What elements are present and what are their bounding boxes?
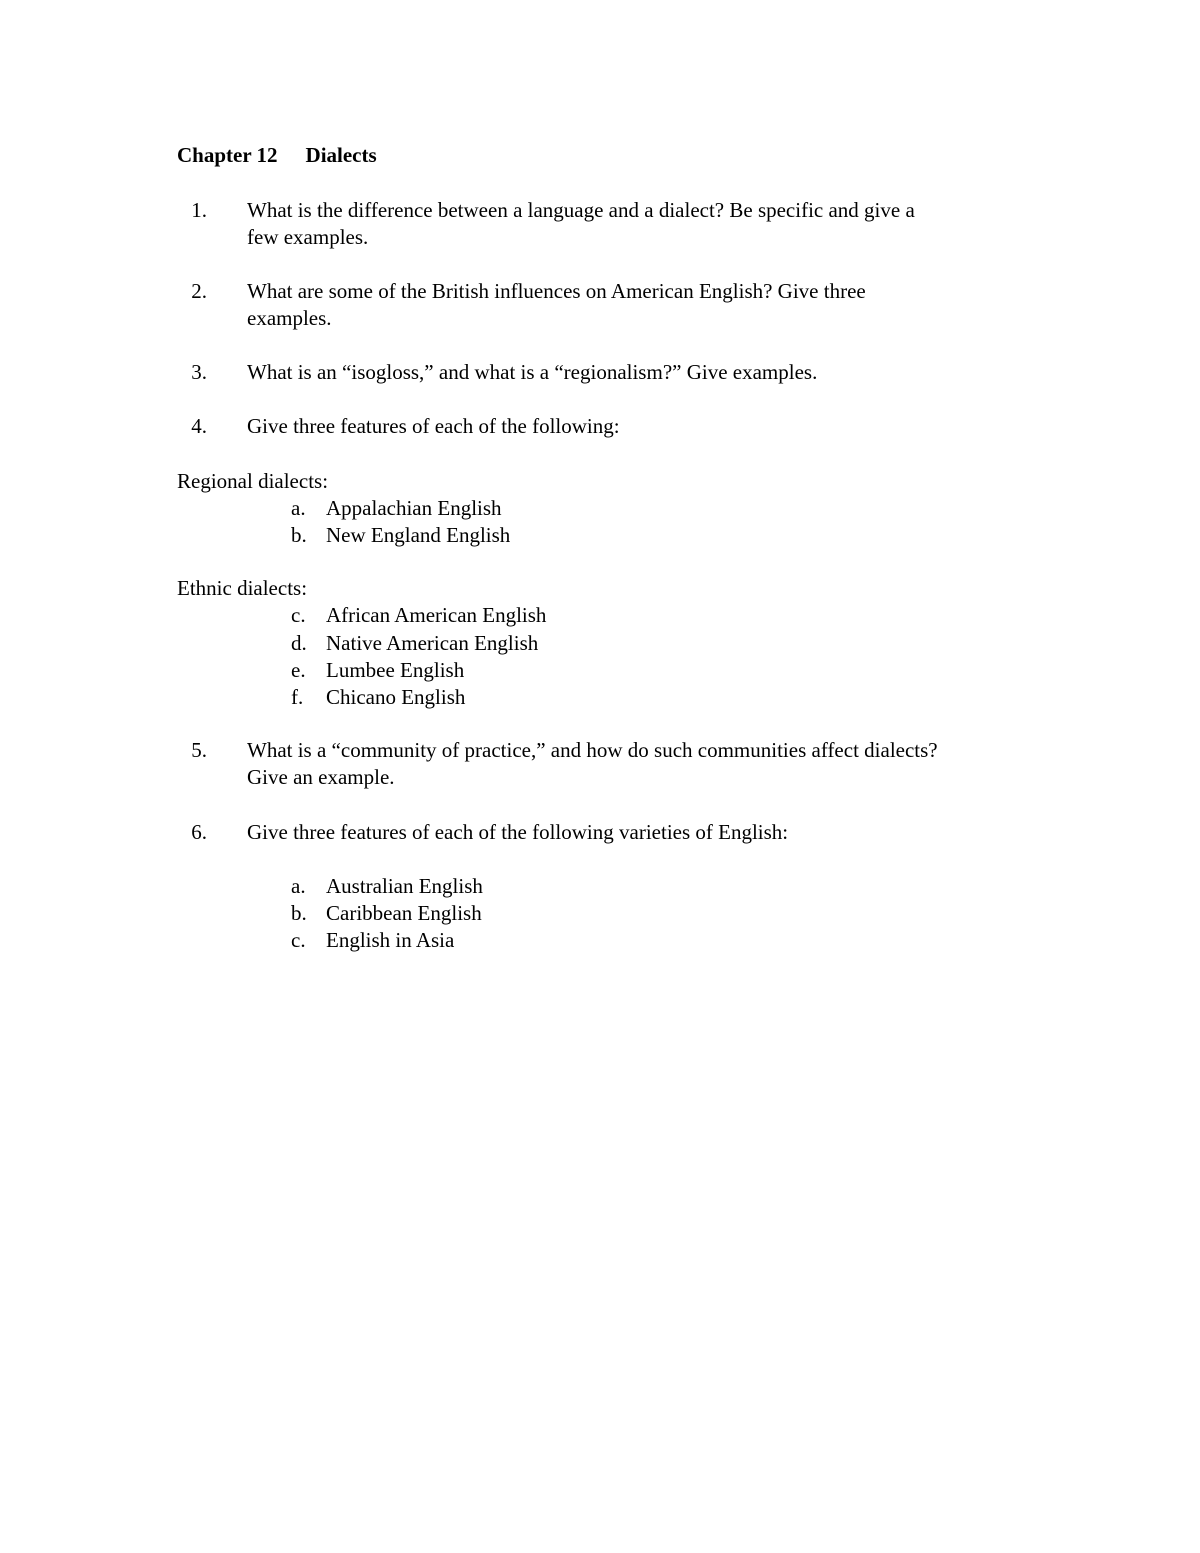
list-item — [291, 684, 691, 711]
chapter-heading — [177, 143, 377, 168]
question-number: 5. — [191, 738, 207, 762]
question-text-line: What are some of the British influences on American English? Give three — [247, 279, 866, 303]
question-6 — [177, 819, 1077, 846]
question-2 — [177, 278, 1077, 332]
question-number: 6. — [191, 820, 207, 844]
list-item — [291, 630, 691, 657]
item-text: Native American English — [326, 631, 539, 655]
question-text-line: few examples. — [247, 225, 369, 249]
item-letter: d. — [291, 631, 307, 655]
list-item — [291, 522, 691, 549]
question-1 — [177, 197, 1077, 251]
chapter-label: Chapter 12 — [177, 143, 278, 167]
question-number: 3. — [191, 360, 207, 384]
item-letter: b. — [291, 901, 307, 925]
item-text: English in Asia — [326, 928, 455, 952]
list-item — [291, 927, 691, 954]
item-text: African American English — [326, 603, 547, 627]
question-3 — [177, 359, 1077, 386]
item-letter: f. — [291, 685, 304, 709]
question-text-line: Give three features of each of the following varieties of English: — [247, 820, 789, 844]
item-text: Appalachian English — [326, 496, 502, 520]
item-letter: b. — [291, 523, 307, 547]
question-text-line: What is a “community of practice,” and how do such communities affect dialects? — [247, 738, 938, 762]
item-letter: a. — [291, 496, 306, 520]
list-item — [291, 657, 691, 684]
item-letter: e. — [291, 658, 306, 682]
question-5 — [177, 737, 1077, 791]
question-text-line: examples. — [247, 306, 332, 330]
item-text: Australian English — [326, 874, 483, 898]
chapter-title: Dialects — [305, 143, 377, 167]
item-text: Caribbean English — [326, 901, 482, 925]
question-number: 1. — [191, 198, 207, 222]
ethnic-dialects-label: Ethnic dialects: — [177, 576, 308, 600]
list-item — [291, 602, 691, 629]
list-item — [291, 495, 691, 522]
item-text: Lumbee English — [326, 658, 465, 682]
question-4 — [177, 413, 1077, 440]
question-number: 2. — [191, 279, 207, 303]
item-letter: c. — [291, 928, 306, 952]
item-letter: a. — [291, 874, 306, 898]
item-letter: c. — [291, 603, 306, 627]
question-text-line: Give three features of each of the following: — [247, 414, 620, 438]
question-text-line: What is an “isogloss,” and what is a “regionalism?” Give examples. — [247, 360, 818, 384]
list-item — [291, 873, 691, 900]
question-text-line: What is the difference between a language and a dialect? Be specific and give a — [247, 198, 915, 222]
item-text: New England English — [326, 523, 511, 547]
regional-dialects-label: Regional dialects: — [177, 469, 329, 493]
list-item — [291, 900, 691, 927]
item-text: Chicano English — [326, 685, 466, 709]
question-text-line: Give an example. — [247, 765, 395, 789]
question-number: 4. — [191, 414, 207, 438]
